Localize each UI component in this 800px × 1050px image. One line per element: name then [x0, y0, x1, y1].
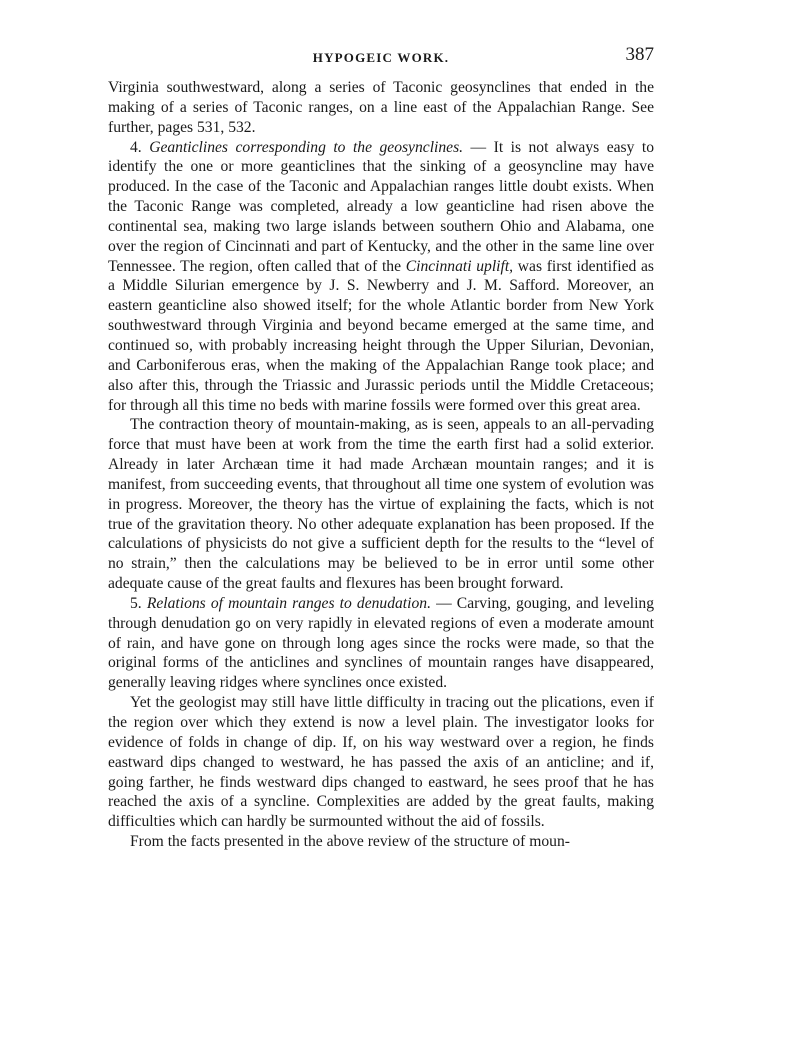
paragraph-plications: Yet the geologist may still have little difficulty in tracing out the plications, even if the region over which they extend is now a level plain. The investigator looks for evidence of folds in change of dip. If, on his way westward over a region, he finds eastward dips changed to westward, he has passed the axis of an anticline; and if, going farther, he finds westward dips changed to eastward, he sees proof that he has reached the axis of a syncline. Complexities are added by the great faults, making difficulties which can hardly be surmounted without the aid of fossils. [108, 694, 654, 831]
body-text [108, 78, 654, 852]
section-number: 5. [130, 594, 142, 612]
page-number: 387 [625, 44, 654, 65]
running-header [108, 44, 654, 72]
paragraph-denudation: 5. Relations of mountain ranges to denudation. — Carving, gouging, and leveling through denudation go on very rapidly in elevated regions of even a moderate amount of rain, and have gone on through long ages since the rocks were made, so that the original forms of the anticlines and synclines of mountain ranges have disappeared, generally leaving ridges where synclines once existed. [108, 594, 655, 692]
section-number: 4. [130, 138, 142, 156]
paragraph-geanticlines: 4. Geanticlines corresponding to the geosynclines. — It is not always easy to identify the one or more geanticlines that the sinking of a geosyncline may have produced. In the case of the Taconic and Appalachian ranges little doubt exists. When the Taconic Range was completed, already a low geanticline had risen above the continental sea, making two large islands between southern Ohio and Alabama, one over the region of Cincinnati and part of Kentucky, and the other in the same line over Tennessee. The region, often called that of the Cincinnati uplift, was first identified as a Middle Silurian emergence by J. S. Newberry and J. M. Safford. Moreover, an eastern geanticline also showed itself; for the whole Atlantic border from New York southwestward through Virginia and beyond became emerged at the same time, and continued so, with probably increasing height through the Upper Silurian, Devonian, and Carboniferous eras, when the making of the Appalachian Range took place; and also after this, through the Triassic and Jurassic periods until the Middle Cretaceous; for through all this time no beds with marine fossils were formed over this great area. [108, 138, 655, 414]
section-heading: Relations of mountain ranges to denudation. [146, 594, 431, 612]
section-heading: Geanticlines corresponding to the geosynclines. [149, 138, 464, 156]
paragraph-continued: Virginia southwestward, along a series of Taconic geosynclines that ended in the making of a series of Taconic ranges, on a line east of the Appalachian Range. See further, pages 531, 532. [108, 79, 654, 136]
emphasis-text: Cincinnati uplift, [405, 257, 514, 275]
paragraph-final: From the facts presented in the above review of the structure of moun- [130, 833, 570, 851]
running-title: HYPOGEIC WORK. [312, 50, 450, 65]
paragraph-contraction-theory: The contraction theory of mountain-making, as is seen, appeals to an all-pervading force that must have been at work from the time the earth first had a solid exterior. Already in later Archæan time it had made Archæan mountain ranges; and it is manifest, from succeeding events, that throughout all time one system of evolution was in progress. Moreover, the theory has the virtue of explaining the facts, which is not true of the gravitation theory. No other adequate explanation has been proposed. If the calculations of physicists do not give a sufficient depth for the results to the “level of no strain,” then the calculations may be believed to be in error until some other adequate cause of the great faults and flexures has been brought forward. [108, 416, 654, 593]
book-page [108, 44, 654, 852]
